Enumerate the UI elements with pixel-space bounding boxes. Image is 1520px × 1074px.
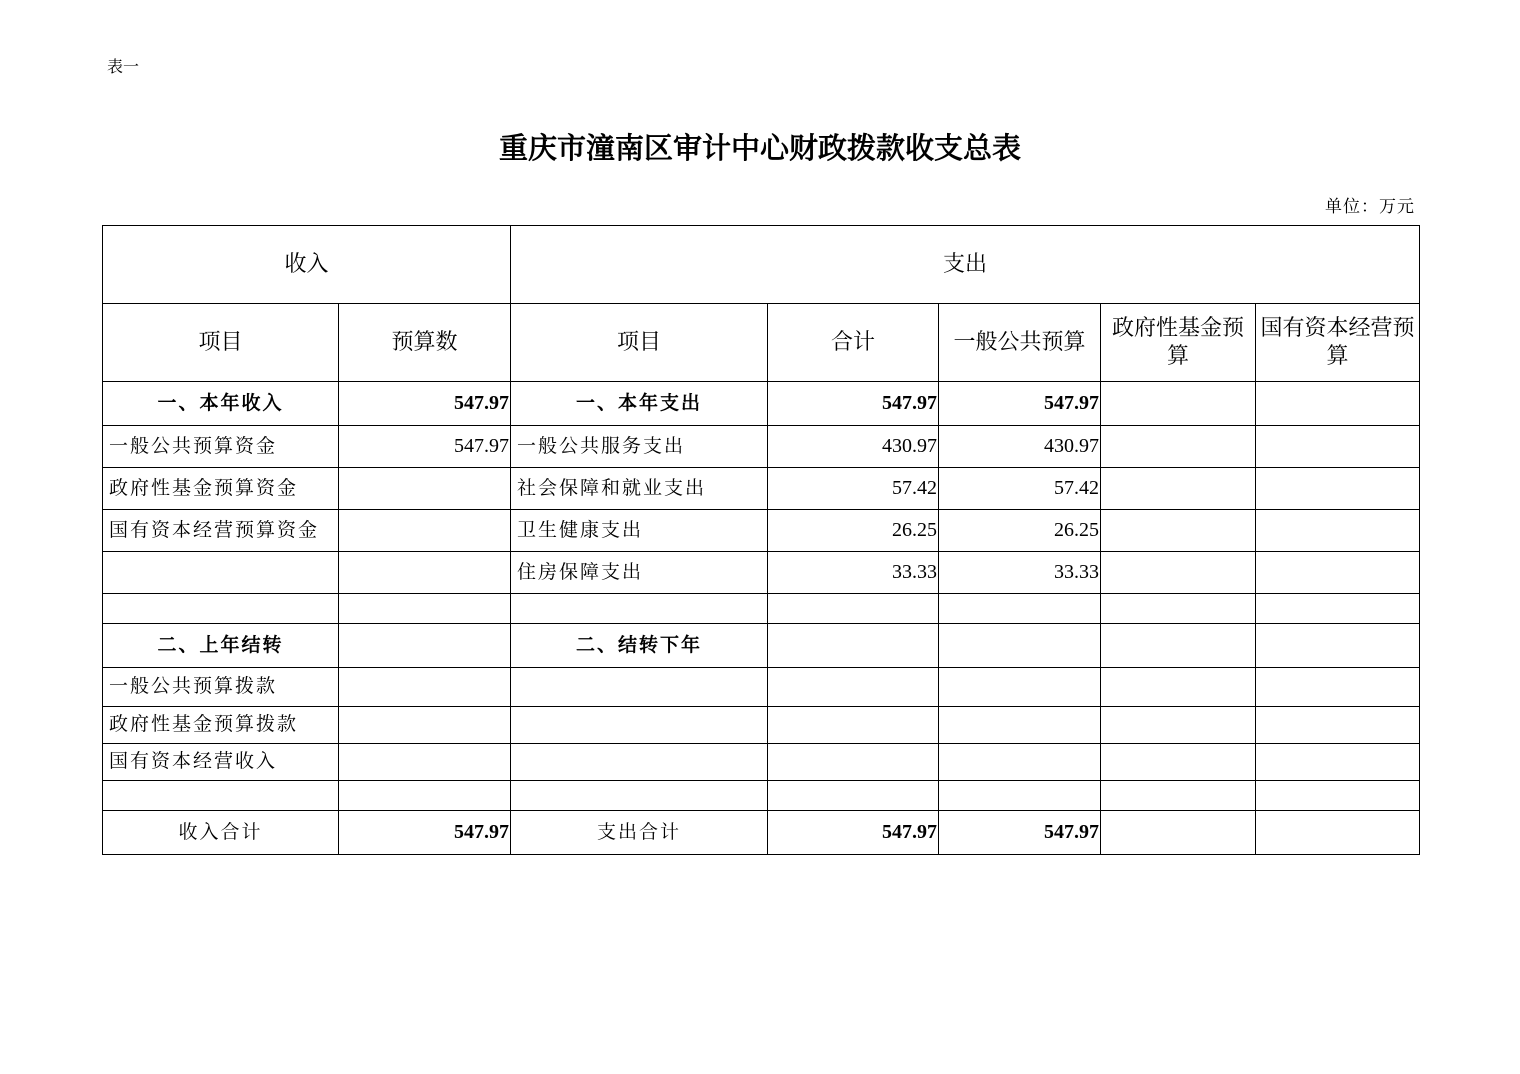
expense-general-cell: 26.25 <box>939 510 1101 552</box>
table-row <box>103 382 1420 426</box>
table-row <box>103 781 1420 811</box>
expense-state-capital-cell <box>1256 668 1420 707</box>
table-row <box>103 552 1420 594</box>
income-item-cell: 一般公共预算资金 <box>103 426 339 468</box>
expense-total-cell: 430.97 <box>768 426 939 468</box>
header-income-item: 项目 <box>103 304 339 382</box>
income-value-cell: 547.97 <box>339 382 511 426</box>
income-item-cell: 政府性基金预算拨款 <box>103 707 339 744</box>
expense-gov-fund-cell <box>1101 510 1256 552</box>
expense-gov-fund-cell <box>1101 382 1256 426</box>
table-row <box>103 744 1420 781</box>
expense-state-capital-cell <box>1256 382 1420 426</box>
income-item-cell <box>103 594 339 624</box>
expense-general-cell: 430.97 <box>939 426 1101 468</box>
expense-gov-fund-cell <box>1101 744 1256 781</box>
expense-total-cell: 33.33 <box>768 552 939 594</box>
expense-state-capital-cell <box>1256 552 1420 594</box>
income-value-cell <box>339 552 511 594</box>
expense-item-cell: 住房保障支出 <box>511 552 768 594</box>
table-label: 表一 <box>107 57 140 76</box>
expense-gov-fund-cell <box>1101 707 1256 744</box>
income-item-cell <box>103 781 339 811</box>
table-row <box>103 811 1420 855</box>
expense-general-cell <box>939 668 1101 707</box>
expense-total-cell <box>768 707 939 744</box>
expense-general-cell: 547.97 <box>939 811 1101 855</box>
unit-label: 单位：万元 <box>1325 197 1415 217</box>
expense-general-cell: 547.97 <box>939 382 1101 426</box>
expense-state-capital-cell <box>1256 707 1420 744</box>
expense-state-capital-cell <box>1256 426 1420 468</box>
budget-summary-table <box>102 225 1420 855</box>
expense-general-cell: 33.33 <box>939 552 1101 594</box>
expense-item-cell: 卫生健康支出 <box>511 510 768 552</box>
expense-item-cell <box>511 707 768 744</box>
expense-item-cell <box>511 744 768 781</box>
expense-item-cell: 支出合计 <box>511 811 768 855</box>
expense-item-cell: 一般公共服务支出 <box>511 426 768 468</box>
header-row-sub <box>103 304 1420 382</box>
expense-gov-fund-cell <box>1101 552 1256 594</box>
expense-item-cell: 一、本年支出 <box>511 382 768 426</box>
income-item-cell: 二、上年结转 <box>103 624 339 668</box>
income-value-cell <box>339 668 511 707</box>
expense-state-capital-cell <box>1256 510 1420 552</box>
table-row <box>103 426 1420 468</box>
header-expense-general: 一般公共预算 <box>939 304 1101 382</box>
expense-item-cell: 社会保障和就业支出 <box>511 468 768 510</box>
expense-general-cell: 57.42 <box>939 468 1101 510</box>
table-row <box>103 707 1420 744</box>
header-row-top <box>103 226 1420 304</box>
expense-item-cell <box>511 668 768 707</box>
expense-gov-fund-cell <box>1101 468 1256 510</box>
income-value-cell <box>339 594 511 624</box>
table-row <box>103 594 1420 624</box>
expense-item-cell: 二、结转下年 <box>511 624 768 668</box>
income-item-cell: 收入合计 <box>103 811 339 855</box>
income-value-cell <box>339 510 511 552</box>
expense-general-cell <box>939 624 1101 668</box>
income-value-cell <box>339 707 511 744</box>
income-item-cell: 一、本年收入 <box>103 382 339 426</box>
expense-item-cell <box>511 594 768 624</box>
expense-total-cell: 26.25 <box>768 510 939 552</box>
expense-total-cell <box>768 594 939 624</box>
expense-total-cell <box>768 668 939 707</box>
expense-general-cell <box>939 744 1101 781</box>
header-income-budget: 预算数 <box>339 304 511 382</box>
income-item-cell <box>103 552 339 594</box>
header-income: 收入 <box>103 226 511 304</box>
table-row <box>103 510 1420 552</box>
expense-general-cell <box>939 594 1101 624</box>
header-expense-state-capital: 国有资本经营预算 <box>1256 304 1420 382</box>
expense-total-cell: 57.42 <box>768 468 939 510</box>
expense-gov-fund-cell <box>1101 781 1256 811</box>
table-row <box>103 468 1420 510</box>
header-expense-total: 合计 <box>768 304 939 382</box>
income-value-cell <box>339 624 511 668</box>
table-row <box>103 624 1420 668</box>
expense-item-cell <box>511 781 768 811</box>
expense-state-capital-cell <box>1256 624 1420 668</box>
expense-total-cell <box>768 744 939 781</box>
header-expense-gov-fund: 政府性基金预算 <box>1101 304 1256 382</box>
expense-general-cell <box>939 707 1101 744</box>
expense-gov-fund-cell <box>1101 811 1256 855</box>
income-item-cell: 国有资本经营收入 <box>103 744 339 781</box>
header-expense-item: 项目 <box>511 304 768 382</box>
expense-state-capital-cell <box>1256 594 1420 624</box>
expense-state-capital-cell <box>1256 468 1420 510</box>
expense-state-capital-cell <box>1256 744 1420 781</box>
income-item-cell: 政府性基金预算资金 <box>103 468 339 510</box>
income-value-cell <box>339 781 511 811</box>
header-expense: 支出 <box>511 226 1420 304</box>
expense-total-cell: 547.97 <box>768 382 939 426</box>
expense-gov-fund-cell <box>1101 624 1256 668</box>
document-title: 重庆市潼南区审计中心财政拨款收支总表 <box>498 131 1021 165</box>
expense-state-capital-cell <box>1256 781 1420 811</box>
income-value-cell <box>339 468 511 510</box>
expense-gov-fund-cell <box>1101 426 1256 468</box>
expense-total-cell <box>768 624 939 668</box>
expense-state-capital-cell <box>1256 811 1420 855</box>
income-value-cell: 547.97 <box>339 811 511 855</box>
expense-gov-fund-cell <box>1101 668 1256 707</box>
table-row <box>103 668 1420 707</box>
income-value-cell <box>339 744 511 781</box>
income-item-cell: 国有资本经营预算资金 <box>103 510 339 552</box>
expense-gov-fund-cell <box>1101 594 1256 624</box>
income-value-cell: 547.97 <box>339 426 511 468</box>
income-item-cell: 一般公共预算拨款 <box>103 668 339 707</box>
expense-total-cell <box>768 781 939 811</box>
expense-general-cell <box>939 781 1101 811</box>
expense-total-cell: 547.97 <box>768 811 939 855</box>
